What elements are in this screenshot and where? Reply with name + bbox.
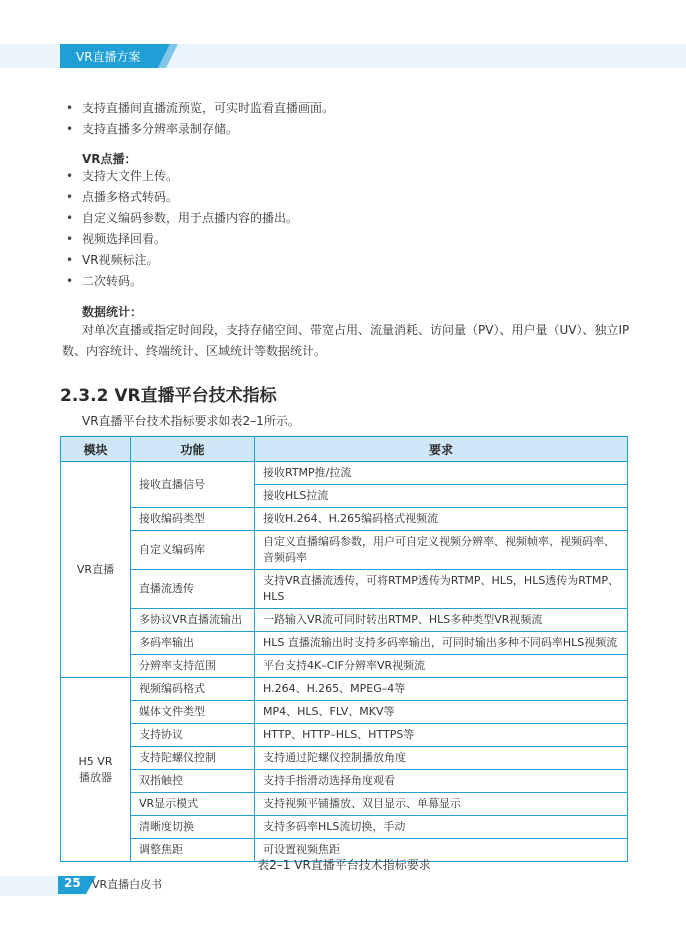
footer-label: VR直播白皮书 bbox=[92, 878, 163, 891]
function-cell: VR显示模式 bbox=[131, 793, 255, 816]
table-row bbox=[61, 747, 628, 770]
vod-heading: VR点播： bbox=[82, 152, 137, 166]
table-row bbox=[61, 770, 628, 793]
list-item: • 二次转码。 bbox=[66, 271, 646, 292]
function-cell: 多协议VR直播流输出 bbox=[131, 609, 255, 632]
requirement-cell: 支持视频平铺播放、双目显示、单幕显示 bbox=[255, 793, 628, 816]
function-cell: 接收直播信号 bbox=[131, 462, 255, 508]
requirement-cell: 一路输入VR流可同时转出RTMP、HLS多种类型VR视频流 bbox=[255, 609, 628, 632]
list-item: • 自定义编码参数，用于点播内容的播出。 bbox=[66, 208, 646, 229]
spec-table bbox=[60, 436, 628, 862]
requirement-cell: 接收HLS拉流 bbox=[255, 485, 628, 508]
requirement-cell: 自定义直播编码参数，用户可自定义视频分辨率、视频帧率、视频码率、音频码率 bbox=[255, 531, 628, 570]
header-title: VR直播方案 bbox=[76, 50, 141, 64]
function-cell: 多码率输出 bbox=[131, 632, 255, 655]
requirement-cell: HTTP、HTTP–HLS、HTTPS等 bbox=[255, 724, 628, 747]
table-row bbox=[61, 724, 628, 747]
table-row bbox=[61, 701, 628, 724]
page-number: 25 bbox=[64, 876, 81, 890]
function-cell: 媒体文件类型 bbox=[131, 701, 255, 724]
requirement-cell: MP4、HLS、FLV、MKV等 bbox=[255, 701, 628, 724]
requirement-cell: H.264、H.265、MPEG–4等 bbox=[255, 678, 628, 701]
function-cell: 自定义编码库 bbox=[131, 531, 255, 570]
table-row bbox=[61, 609, 628, 632]
requirement-cell: 可设置视频焦距 bbox=[255, 839, 628, 862]
table-row bbox=[61, 508, 628, 531]
section-intro: VR直播平台技术指标要求如表2–1所示。 bbox=[82, 414, 300, 428]
table-row bbox=[61, 678, 628, 701]
table-row bbox=[61, 531, 628, 570]
vod-bullet-list bbox=[66, 166, 646, 292]
table-row bbox=[61, 462, 628, 485]
table-row bbox=[61, 655, 628, 678]
function-cell: 接收编码类型 bbox=[131, 508, 255, 531]
function-cell: 支持陀螺仪控制 bbox=[131, 747, 255, 770]
list-item: • 支持直播间直播流预览，可实时监看直播画面。 bbox=[66, 98, 646, 119]
function-cell: 视频编码格式 bbox=[131, 678, 255, 701]
column-header: 模块 bbox=[61, 437, 131, 462]
list-item: • 支持直播多分辨率录制存储。 bbox=[66, 119, 646, 140]
column-header: 要求 bbox=[255, 437, 628, 462]
function-cell: 双指触控 bbox=[131, 770, 255, 793]
requirement-cell: 支持VR直播流透传，可将RTMP透传为RTMP、HLS，HLS透传为RTMP、HLS bbox=[255, 570, 628, 609]
requirement-cell: 支持通过陀螺仪控制播放角度 bbox=[255, 747, 628, 770]
requirement-cell: HLS 直播流输出时支持多码率输出，可同时输出多种不同码率HLS视频流 bbox=[255, 632, 628, 655]
requirement-cell: 支持多码率HLS流切换，手动 bbox=[255, 816, 628, 839]
module-cell: VR直播 bbox=[61, 462, 131, 678]
table-caption: 表2–1 VR直播平台技术指标要求 bbox=[257, 858, 431, 872]
table-row bbox=[61, 793, 628, 816]
requirement-cell: 平台支持4K–CIF分辨率VR视频流 bbox=[255, 655, 628, 678]
stats-heading: 数据统计： bbox=[82, 305, 143, 319]
section-title: 2.3.2 VR直播平台技术指标 bbox=[60, 386, 277, 406]
requirement-cell: 接收RTMP推/拉流 bbox=[255, 462, 628, 485]
list-item: • 点播多格式转码。 bbox=[66, 187, 646, 208]
list-item: • 视频选择回看。 bbox=[66, 229, 646, 250]
function-cell: 调整焦距 bbox=[131, 839, 255, 862]
function-cell: 清晰度切换 bbox=[131, 816, 255, 839]
stats-paragraph: 对单次直播或指定时间段，支持存储空间、带宽占用、流量消耗、访问量（PV）、用户量（UV）、独立IP数、内容统计、终端统计、区域统计等数据统计。 bbox=[62, 323, 630, 358]
requirement-cell: 接收H.264、H.265编码格式视频流 bbox=[255, 508, 628, 531]
function-cell: 直播流透传 bbox=[131, 570, 255, 609]
list-item: • VR视频标注。 bbox=[66, 250, 646, 271]
list-item: • 支持大文件上传。 bbox=[66, 166, 646, 187]
table-row bbox=[61, 816, 628, 839]
module-cell: H5 VR 播放器 bbox=[61, 678, 131, 862]
column-header: 功能 bbox=[131, 437, 255, 462]
table-header-row bbox=[61, 437, 628, 462]
function-cell: 分辨率支持范围 bbox=[131, 655, 255, 678]
table-row bbox=[61, 632, 628, 655]
live-bullet-list bbox=[66, 98, 646, 140]
table-row bbox=[61, 570, 628, 609]
function-cell: 支持协议 bbox=[131, 724, 255, 747]
requirement-cell: 支持手指滑动选择角度观看 bbox=[255, 770, 628, 793]
